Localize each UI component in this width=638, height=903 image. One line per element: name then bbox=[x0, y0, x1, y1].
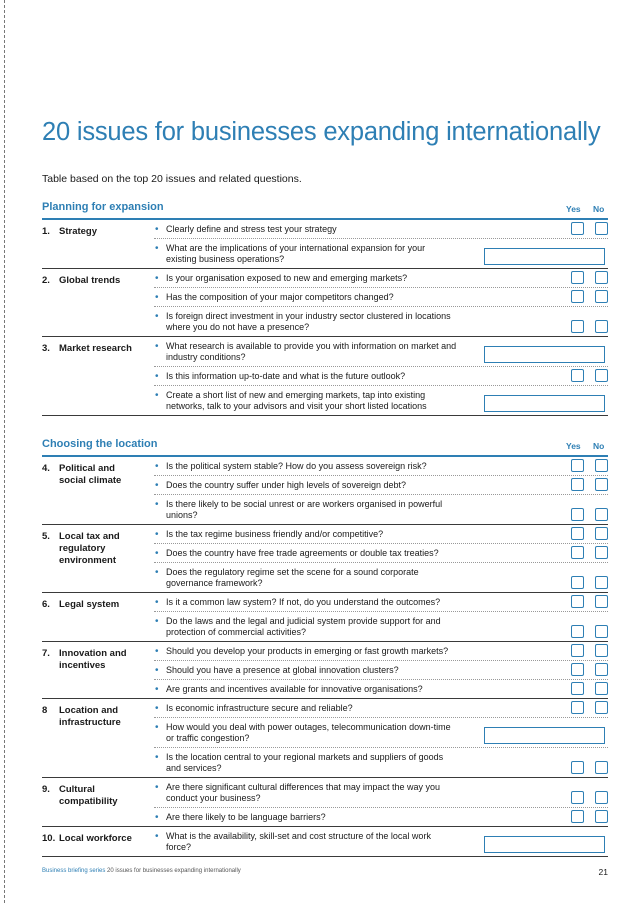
no-checkbox[interactable] bbox=[595, 508, 608, 521]
issue-name: Global trends bbox=[59, 275, 121, 286]
question-text: Is it a common law system? If not, do you understand the outcomes? bbox=[166, 597, 441, 607]
answer-text-box[interactable] bbox=[484, 248, 605, 265]
no-checkbox[interactable] bbox=[595, 791, 608, 804]
answer-text-box[interactable] bbox=[484, 395, 605, 412]
issue-label bbox=[42, 343, 142, 355]
answer-checkboxes bbox=[568, 546, 608, 559]
yes-checkbox[interactable] bbox=[571, 663, 584, 676]
issue-name: Innovation and incentives bbox=[59, 648, 127, 671]
question-item bbox=[154, 367, 608, 386]
no-checkbox[interactable] bbox=[595, 290, 608, 303]
answer-checkboxes bbox=[568, 595, 608, 608]
yes-checkbox[interactable] bbox=[571, 290, 584, 303]
question-text: Does the country have free trade agreements or double tax treaties? bbox=[166, 548, 439, 558]
no-column-label: No bbox=[593, 441, 605, 451]
bullet-icon: • bbox=[155, 782, 159, 793]
question-text: Clearly define and stress test your strategy bbox=[166, 224, 337, 234]
yes-column-label: Yes bbox=[566, 204, 581, 214]
question-item bbox=[154, 778, 608, 808]
issue-label bbox=[42, 784, 142, 808]
yes-checkbox[interactable] bbox=[571, 701, 584, 714]
checklist-section bbox=[42, 196, 608, 416]
no-checkbox[interactable] bbox=[595, 663, 608, 676]
bullet-icon: • bbox=[155, 243, 159, 254]
answer-checkboxes bbox=[568, 761, 608, 774]
no-checkbox[interactable] bbox=[595, 222, 608, 235]
question-item bbox=[154, 239, 608, 268]
issue-row bbox=[42, 337, 608, 416]
issue-name: Local workforce bbox=[59, 833, 132, 844]
no-column-label: No bbox=[593, 204, 605, 214]
no-checkbox[interactable] bbox=[595, 478, 608, 491]
answer-checkboxes bbox=[568, 290, 608, 303]
bullet-icon: • bbox=[155, 752, 159, 763]
question-text: Does the country suffer under high levels of sovereign debt? bbox=[166, 480, 406, 490]
bullet-icon: • bbox=[155, 461, 159, 472]
answer-checkboxes bbox=[568, 576, 608, 589]
issue-name: Cultural compatibility bbox=[59, 784, 118, 807]
question-item bbox=[154, 476, 608, 495]
question-text: How would you deal with power outages, telecommunication down-time or traffic congestion? bbox=[166, 722, 451, 743]
answer-text-box[interactable] bbox=[484, 346, 605, 363]
answer-checkboxes bbox=[568, 508, 608, 521]
bullet-icon: • bbox=[155, 224, 159, 235]
no-checkbox[interactable] bbox=[595, 271, 608, 284]
issue-label bbox=[42, 648, 142, 672]
question-text: Is the location central to your regional markets and suppliers of goods and services? bbox=[166, 752, 444, 773]
cut-line bbox=[4, 0, 5, 903]
question-text: Is there likely to be social unrest or are workers organised in powerful unions? bbox=[166, 499, 443, 520]
answer-text-box[interactable] bbox=[484, 836, 605, 853]
issue-label bbox=[42, 463, 142, 487]
yes-checkbox[interactable] bbox=[571, 271, 584, 284]
answer-checkboxes bbox=[568, 459, 608, 472]
section-title: Planning for expansion bbox=[42, 201, 164, 213]
no-checkbox[interactable] bbox=[595, 761, 608, 774]
checklist-section bbox=[42, 433, 608, 857]
yes-checkbox[interactable] bbox=[571, 810, 584, 823]
bullet-icon: • bbox=[155, 529, 159, 540]
yes-checkbox[interactable] bbox=[571, 320, 584, 333]
issue-number: 8 bbox=[42, 705, 48, 716]
issue-label bbox=[42, 599, 142, 611]
bullet-icon: • bbox=[155, 273, 159, 284]
bullet-icon: • bbox=[155, 311, 159, 322]
footer-doc-title: 20 issues for businesses expanding internationally bbox=[107, 868, 241, 874]
bullet-icon: • bbox=[155, 341, 159, 352]
issue-number: 7. bbox=[42, 648, 50, 659]
issue-row bbox=[42, 593, 608, 642]
yes-checkbox[interactable] bbox=[571, 546, 584, 559]
yes-checkbox[interactable] bbox=[571, 459, 584, 472]
yes-checkbox[interactable] bbox=[571, 595, 584, 608]
bullet-icon: • bbox=[155, 548, 159, 559]
bullet-icon: • bbox=[155, 665, 159, 676]
answer-text-box[interactable] bbox=[484, 727, 605, 744]
issue-name: Legal system bbox=[59, 599, 120, 610]
question-item bbox=[154, 718, 608, 748]
issue-row bbox=[42, 827, 608, 857]
section-header bbox=[42, 433, 608, 457]
answer-checkboxes bbox=[568, 271, 608, 284]
question-item bbox=[154, 748, 608, 777]
question-text: Are there significant cultural differences that may impact the way you conduct your business? bbox=[166, 782, 440, 803]
answer-checkboxes bbox=[568, 369, 608, 382]
no-checkbox[interactable] bbox=[595, 701, 608, 714]
answer-checkboxes bbox=[568, 320, 608, 333]
issue-name: Location and infrastructure bbox=[59, 705, 121, 728]
question-item bbox=[154, 386, 608, 415]
yes-checkbox[interactable] bbox=[571, 682, 584, 695]
issue-name: Local tax and regulatory environment bbox=[59, 531, 120, 566]
question-item bbox=[154, 544, 608, 563]
question-text: Does the regulatory regime set the scene for a sound corporate governance framework? bbox=[166, 567, 419, 588]
issue-name: Market research bbox=[59, 343, 132, 354]
question-item bbox=[154, 593, 608, 612]
issue-number: 9. bbox=[42, 784, 50, 795]
page-subtitle: Table based on the top 20 issues and related questions. bbox=[42, 173, 302, 185]
answer-checkboxes bbox=[568, 663, 608, 676]
answer-checkboxes bbox=[568, 791, 608, 804]
no-checkbox[interactable] bbox=[595, 810, 608, 823]
bullet-icon: • bbox=[155, 480, 159, 491]
question-text: Is the tax regime business friendly and/or competitive? bbox=[166, 529, 384, 539]
question-text: Is foreign direct investment in your industry sector clustered in locations where you do not have a presence? bbox=[166, 311, 451, 332]
question-text: What research is available to provide you with information on market and industry conditions? bbox=[166, 341, 457, 362]
question-text: Should you have a presence at global innovation clusters? bbox=[166, 665, 399, 675]
issue-row bbox=[42, 699, 608, 778]
question-item bbox=[154, 642, 608, 661]
question-item bbox=[154, 220, 608, 239]
question-item bbox=[154, 288, 608, 307]
bullet-icon: • bbox=[155, 646, 159, 657]
issue-row bbox=[42, 269, 608, 337]
issue-name: Strategy bbox=[59, 226, 98, 237]
no-checkbox[interactable] bbox=[595, 625, 608, 638]
issue-number: 4. bbox=[42, 463, 50, 474]
yes-checkbox[interactable] bbox=[571, 508, 584, 521]
question-text: Is your organisation exposed to new and emerging markets? bbox=[166, 273, 408, 283]
question-item bbox=[154, 699, 608, 718]
question-item bbox=[154, 525, 608, 544]
bullet-icon: • bbox=[155, 390, 159, 401]
answer-checkboxes bbox=[568, 478, 608, 491]
no-checkbox[interactable] bbox=[595, 320, 608, 333]
issue-number: 2. bbox=[42, 275, 50, 286]
question-text: Has the composition of your major competitors changed? bbox=[166, 292, 394, 302]
no-checkbox[interactable] bbox=[595, 682, 608, 695]
bullet-icon: • bbox=[155, 371, 159, 382]
issue-row bbox=[42, 220, 608, 269]
bullet-icon: • bbox=[155, 684, 159, 695]
issue-row bbox=[42, 642, 608, 699]
bullet-icon: • bbox=[155, 597, 159, 608]
no-checkbox[interactable] bbox=[595, 644, 608, 657]
question-text: Is economic infrastructure secure and reliable? bbox=[166, 703, 353, 713]
yes-checkbox[interactable] bbox=[571, 761, 584, 774]
yes-checkbox[interactable] bbox=[571, 222, 584, 235]
question-item bbox=[154, 680, 608, 698]
question-text: Are there likely to be language barriers? bbox=[166, 812, 326, 822]
bullet-icon: • bbox=[155, 292, 159, 303]
yes-column-label: Yes bbox=[566, 441, 581, 451]
question-item bbox=[154, 827, 608, 856]
answer-checkboxes bbox=[568, 527, 608, 540]
bullet-icon: • bbox=[155, 703, 159, 714]
bullet-icon: • bbox=[155, 812, 159, 823]
bullet-icon: • bbox=[155, 567, 159, 578]
footer bbox=[42, 867, 608, 877]
page-title: 20 issues for businesses expanding internationally bbox=[42, 118, 601, 146]
yes-checkbox[interactable] bbox=[571, 791, 584, 804]
issue-name: Political and social climate bbox=[59, 463, 122, 486]
no-checkbox[interactable] bbox=[595, 595, 608, 608]
bullet-icon: • bbox=[155, 616, 159, 627]
answer-checkboxes bbox=[568, 222, 608, 235]
bullet-icon: • bbox=[155, 499, 159, 510]
yes-checkbox[interactable] bbox=[571, 478, 584, 491]
issue-number: 6. bbox=[42, 599, 50, 610]
question-text: What are the implications of your international expansion for your existing business operations? bbox=[166, 243, 426, 264]
issue-number: 1. bbox=[42, 226, 50, 237]
issue-label bbox=[42, 226, 142, 238]
issue-number: 3. bbox=[42, 343, 50, 354]
section-title: Choosing the location bbox=[42, 438, 158, 450]
issue-label bbox=[42, 275, 142, 287]
question-item bbox=[154, 337, 608, 367]
no-checkbox[interactable] bbox=[595, 546, 608, 559]
answer-checkboxes bbox=[568, 644, 608, 657]
no-checkbox[interactable] bbox=[595, 527, 608, 540]
question-item bbox=[154, 269, 608, 288]
bullet-icon: • bbox=[155, 722, 159, 733]
question-text: Are grants and incentives available for innovative organisations? bbox=[166, 684, 423, 694]
page-number: 21 bbox=[598, 867, 608, 877]
issue-number: 5. bbox=[42, 531, 50, 542]
issue-row bbox=[42, 778, 608, 827]
question-text: Is this information up-to-date and what is the future outlook? bbox=[166, 371, 406, 381]
question-text: Should you develop your products in emerging or fast growth markets? bbox=[166, 646, 449, 656]
question-item bbox=[154, 661, 608, 680]
question-item bbox=[154, 457, 608, 476]
question-text: Create a short list of new and emerging markets, tap into existing networks, talk to your advisors and visit your short listed locations bbox=[166, 390, 427, 411]
page bbox=[42, 0, 610, 903]
question-item bbox=[154, 307, 608, 336]
answer-checkboxes bbox=[568, 682, 608, 695]
no-checkbox[interactable] bbox=[595, 369, 608, 382]
yes-checkbox[interactable] bbox=[571, 369, 584, 382]
issue-number: 10. bbox=[42, 833, 56, 844]
yes-checkbox[interactable] bbox=[571, 576, 584, 589]
yes-checkbox[interactable] bbox=[571, 625, 584, 638]
question-item bbox=[154, 808, 608, 826]
issue-row bbox=[42, 457, 608, 525]
section-header bbox=[42, 196, 608, 220]
bullet-icon: • bbox=[155, 831, 159, 842]
question-item bbox=[154, 495, 608, 524]
answer-checkboxes bbox=[568, 625, 608, 638]
issue-row bbox=[42, 525, 608, 593]
question-item bbox=[154, 612, 608, 641]
answer-checkboxes bbox=[568, 701, 608, 714]
question-text: What is the availability, skill-set and cost structure of the local work force? bbox=[166, 831, 431, 852]
footer-series: Business briefing series bbox=[42, 868, 106, 874]
yes-checkbox[interactable] bbox=[571, 527, 584, 540]
no-checkbox[interactable] bbox=[595, 576, 608, 589]
yes-checkbox[interactable] bbox=[571, 644, 584, 657]
answer-checkboxes bbox=[568, 810, 608, 823]
question-text: Is the political system stable? How do you assess sovereign risk? bbox=[166, 461, 427, 471]
issue-label bbox=[42, 833, 142, 845]
issue-label bbox=[42, 705, 142, 729]
question-item bbox=[154, 563, 608, 592]
question-text: Do the laws and the legal and judicial system provide support for and protection of commercial activities? bbox=[166, 616, 441, 637]
no-checkbox[interactable] bbox=[595, 459, 608, 472]
issue-label bbox=[42, 531, 142, 567]
